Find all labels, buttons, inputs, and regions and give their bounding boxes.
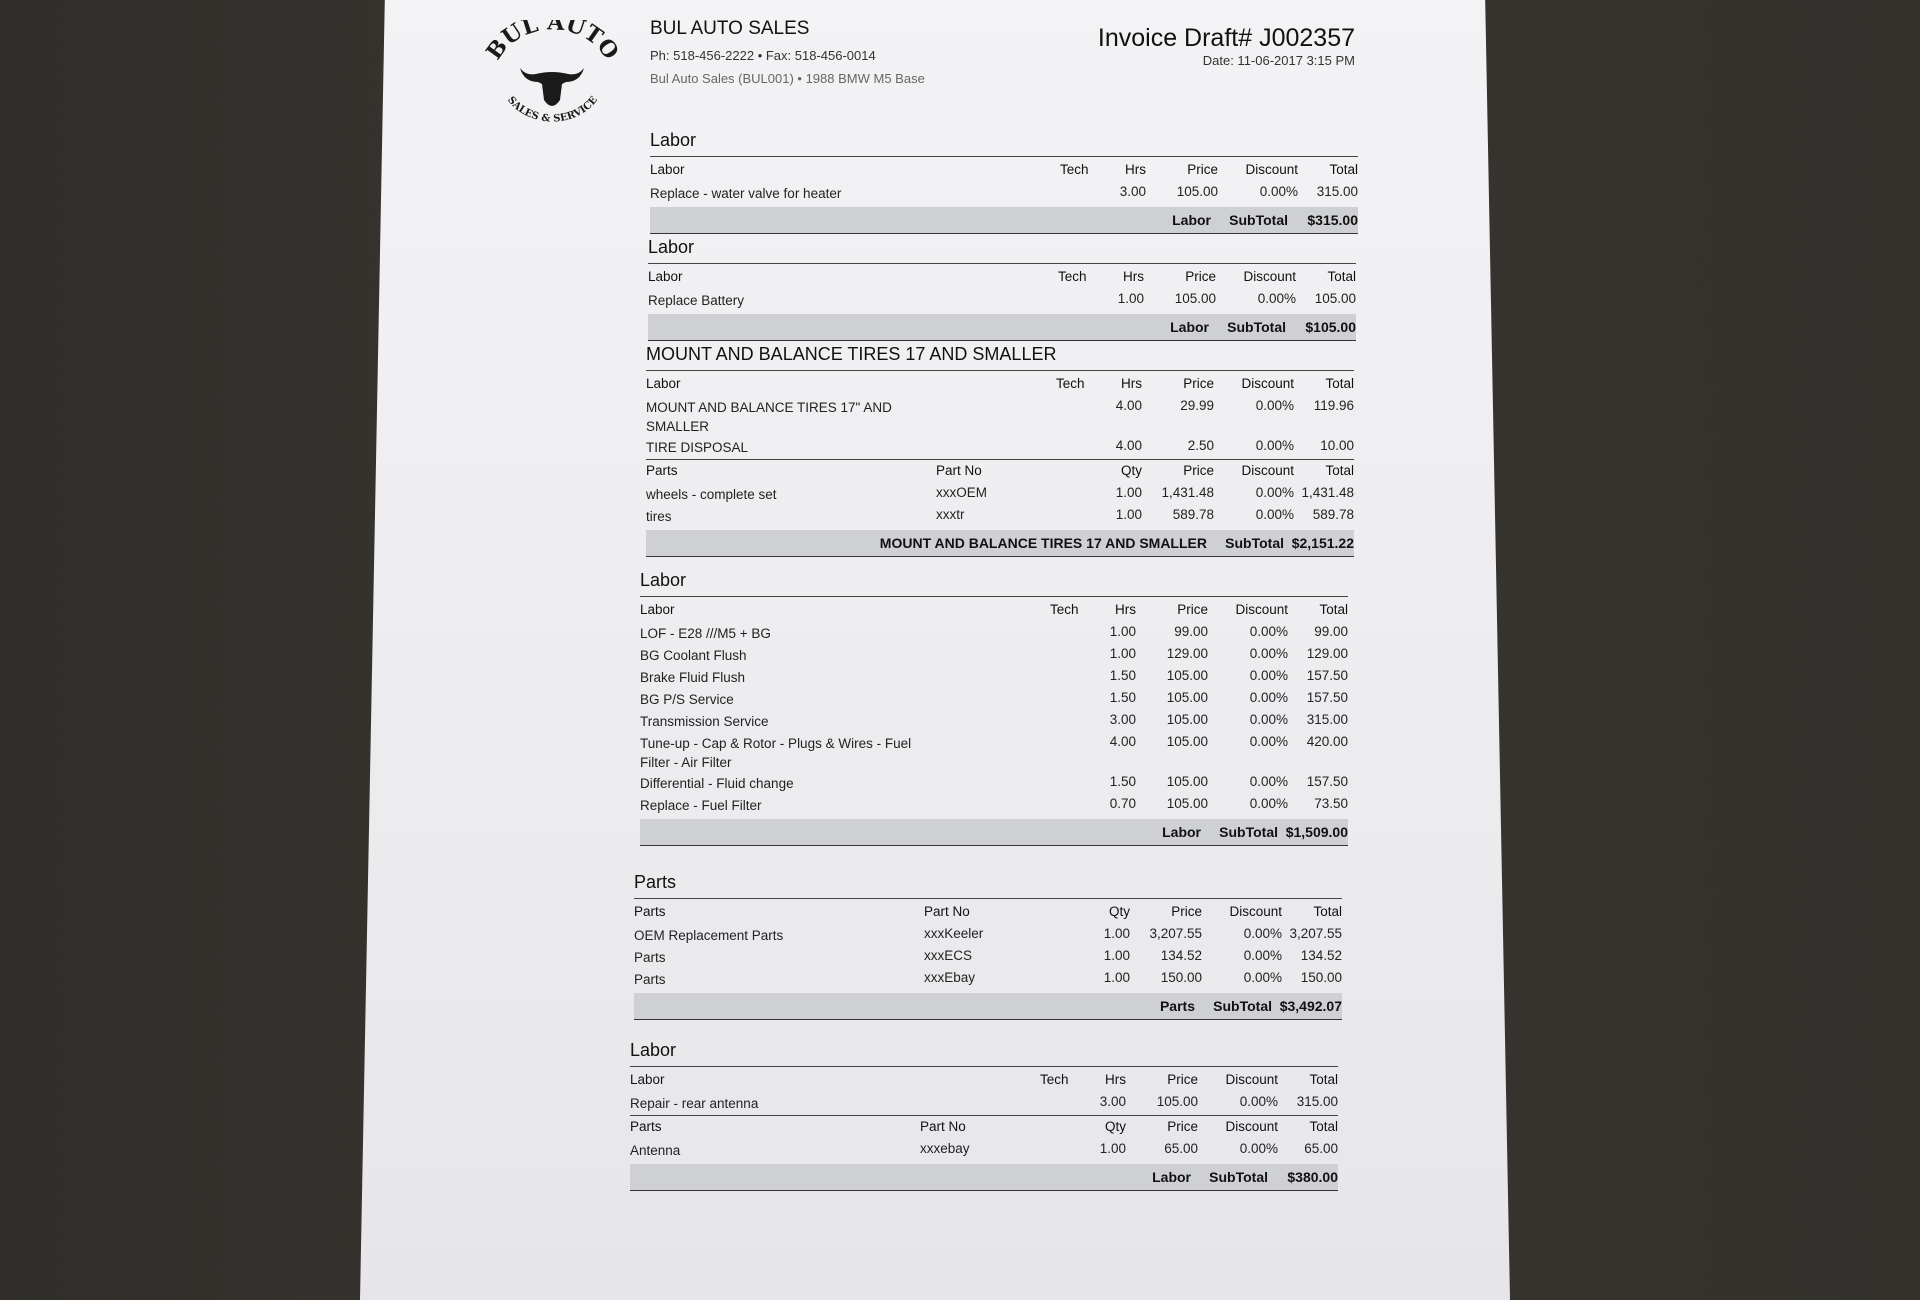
line-desc: OEM Replacement Parts bbox=[634, 928, 784, 943]
line-price: 29.99 bbox=[1180, 398, 1214, 413]
line-hrs: 4.00 bbox=[1109, 734, 1136, 749]
line-total: 157.50 bbox=[1306, 690, 1348, 705]
invoice-section bbox=[648, 237, 1356, 341]
line-hrs: 4.00 bbox=[1115, 438, 1142, 453]
col-discount: Discount bbox=[1241, 463, 1294, 478]
company-phone: Ph: 518-456-2222 • Fax: 518-456-0014 bbox=[650, 48, 876, 63]
line-price: 105.00 bbox=[1166, 796, 1208, 811]
line-part-no: xxxKeeler bbox=[924, 926, 984, 941]
col-discount: Discount bbox=[1225, 1119, 1278, 1134]
invoice-title: Invoice Draft# J002357 bbox=[1097, 24, 1355, 52]
line-hrs: 0.70 bbox=[1109, 796, 1136, 811]
svg-text:BUL AUTO bbox=[481, 20, 624, 64]
line-qty: 1.00 bbox=[1099, 1141, 1126, 1156]
line-total: 10.00 bbox=[1320, 438, 1354, 453]
invoice-section bbox=[646, 344, 1354, 557]
line-price: 589.78 bbox=[1172, 507, 1214, 522]
subtotal-bar bbox=[630, 1164, 1338, 1191]
subtotal-amount: $1,509.00 bbox=[1285, 824, 1348, 840]
subtotal-bar bbox=[650, 207, 1358, 234]
subtotal-label: SubTotal bbox=[1219, 824, 1278, 840]
subtotal-name: Labor bbox=[1172, 212, 1211, 228]
line-total: 73.50 bbox=[1314, 796, 1348, 811]
line-desc: MOUNT AND BALANCE TIRES 17" AND SMALLER bbox=[646, 400, 892, 434]
line-hrs: 1.50 bbox=[1109, 690, 1136, 705]
line-price: 105.00 bbox=[1166, 690, 1208, 705]
col-price: Price bbox=[1177, 602, 1208, 617]
line-price: 105.00 bbox=[1174, 291, 1216, 306]
col-labor: Labor bbox=[646, 376, 681, 391]
line-total: 105.00 bbox=[1314, 291, 1356, 306]
col-qty: Qty bbox=[1104, 1119, 1126, 1134]
subtotal-name: Labor bbox=[1152, 1169, 1191, 1185]
col-labor: Labor bbox=[640, 602, 675, 617]
line-discount: 0.00% bbox=[1243, 926, 1282, 941]
line-total: 420.00 bbox=[1306, 734, 1348, 749]
col-discount: Discount bbox=[1225, 1072, 1278, 1087]
line-discount: 0.00% bbox=[1243, 948, 1282, 963]
line-desc: LOF - E28 ///M5 + BG bbox=[640, 626, 771, 641]
logo-text-bottom: SALES & SERVICE bbox=[505, 94, 600, 125]
labor-row bbox=[646, 395, 1354, 435]
line-price: 105.00 bbox=[1176, 184, 1218, 199]
line-desc: Parts bbox=[634, 972, 666, 987]
section-title: Labor bbox=[648, 237, 1356, 264]
line-part-no: xxxtr bbox=[936, 507, 965, 522]
col-total: Total bbox=[1309, 1072, 1338, 1087]
col-discount: Discount bbox=[1243, 269, 1296, 284]
line-qty: 1.00 bbox=[1115, 507, 1142, 522]
line-total: 150.00 bbox=[1300, 970, 1342, 985]
line-price: 105.00 bbox=[1166, 712, 1208, 727]
line-price: 1,431.48 bbox=[1161, 485, 1214, 500]
col-price: Price bbox=[1185, 269, 1216, 284]
subtotal-bar bbox=[648, 314, 1356, 341]
line-discount: 0.00% bbox=[1249, 796, 1288, 811]
line-discount: 0.00% bbox=[1255, 398, 1294, 413]
labor-row bbox=[648, 288, 1356, 310]
section-title: Parts bbox=[634, 872, 1342, 899]
line-discount: 0.00% bbox=[1255, 507, 1294, 522]
line-part-no: xxxOEM bbox=[936, 485, 988, 500]
col-tech: Tech bbox=[1040, 1072, 1069, 1087]
line-desc: tires bbox=[646, 509, 672, 524]
section-title: MOUNT AND BALANCE TIRES 17 AND SMALLER bbox=[646, 344, 1354, 371]
subtotal-label: SubTotal bbox=[1225, 535, 1284, 551]
line-total: 119.96 bbox=[1313, 398, 1354, 413]
line-discount: 0.00% bbox=[1249, 690, 1288, 705]
parts-header-row bbox=[634, 901, 1342, 923]
line-price: 134.52 bbox=[1160, 948, 1202, 963]
line-hrs: 1.50 bbox=[1109, 668, 1136, 683]
invoice-section bbox=[630, 1040, 1338, 1191]
col-total: Total bbox=[1313, 904, 1342, 919]
col-price: Price bbox=[1167, 1119, 1198, 1134]
line-discount: 0.00% bbox=[1249, 624, 1288, 639]
col-part-no: Part No bbox=[924, 904, 970, 919]
subtotal-amount: $2,151.22 bbox=[1291, 535, 1354, 551]
col-hrs: Hrs bbox=[1105, 1072, 1126, 1087]
company-logo bbox=[480, 20, 625, 132]
col-qty: Qty bbox=[1108, 904, 1130, 919]
invoice-date: Date: 11-06-2017 3:15 PM bbox=[1202, 53, 1355, 68]
subtotal-amount: $3,492.07 bbox=[1279, 998, 1342, 1014]
col-price: Price bbox=[1171, 904, 1202, 919]
line-discount: 0.00% bbox=[1255, 438, 1294, 453]
line-desc: Parts bbox=[634, 950, 666, 965]
subtotal-bar bbox=[640, 819, 1348, 846]
line-total: 315.00 bbox=[1306, 712, 1348, 727]
section-title: Labor bbox=[650, 130, 1358, 157]
line-total: 157.50 bbox=[1306, 668, 1348, 683]
line-hrs: 4.00 bbox=[1115, 398, 1142, 413]
labor-row bbox=[640, 665, 1348, 687]
col-total: Total bbox=[1325, 376, 1354, 391]
col-price: Price bbox=[1183, 376, 1214, 391]
subtotal-amount: $380.00 bbox=[1287, 1169, 1338, 1185]
line-total: 129.00 bbox=[1306, 646, 1348, 661]
line-total: 99.00 bbox=[1314, 624, 1348, 639]
line-part-no: xxxECS bbox=[924, 948, 973, 963]
section-title: Labor bbox=[640, 570, 1348, 597]
col-tech: Tech bbox=[1056, 376, 1085, 391]
labor-row bbox=[646, 435, 1354, 457]
col-discount: Discount bbox=[1229, 904, 1282, 919]
labor-header-row bbox=[648, 266, 1356, 288]
line-price: 3,207.55 bbox=[1149, 926, 1202, 941]
line-desc: Tune-up - Cap & Rotor - Plugs & Wires - Fuel Filter - Air Filter bbox=[640, 736, 912, 770]
line-discount: 0.00% bbox=[1249, 774, 1288, 789]
labor-row bbox=[640, 643, 1348, 665]
invoice-section bbox=[650, 130, 1358, 234]
line-hrs: 1.50 bbox=[1109, 774, 1136, 789]
col-price: Price bbox=[1167, 1072, 1198, 1087]
customer-vehicle-ref: Bul Auto Sales (BUL001) • 1988 BMW M5 Base bbox=[650, 71, 925, 86]
line-discount: 0.00% bbox=[1255, 485, 1294, 500]
subtotal-label: SubTotal bbox=[1209, 1169, 1268, 1185]
line-part-no: xxxEbay bbox=[924, 970, 976, 985]
col-hrs: Hrs bbox=[1121, 376, 1142, 391]
line-total: 134.52 bbox=[1300, 948, 1342, 963]
subtotal-name: Labor bbox=[1170, 319, 1209, 335]
subtotal-bar bbox=[634, 993, 1342, 1020]
labor-row bbox=[640, 793, 1348, 815]
line-hrs: 3.00 bbox=[1109, 712, 1136, 727]
line-desc: Differential - Fluid change bbox=[640, 776, 794, 791]
col-total: Total bbox=[1325, 463, 1354, 478]
line-price: 105.00 bbox=[1156, 1094, 1198, 1109]
labor-header-row bbox=[640, 599, 1348, 621]
line-discount: 0.00% bbox=[1257, 291, 1296, 306]
col-price: Price bbox=[1187, 162, 1218, 177]
line-qty: 1.00 bbox=[1103, 970, 1130, 985]
col-tech: Tech bbox=[1058, 269, 1087, 284]
line-desc: Replace Battery bbox=[648, 293, 745, 308]
col-part-no: Part No bbox=[920, 1119, 966, 1134]
col-hrs: Hrs bbox=[1115, 602, 1136, 617]
labor-header-row bbox=[630, 1069, 1338, 1091]
line-discount: 0.00% bbox=[1243, 970, 1282, 985]
labor-header-row bbox=[650, 159, 1358, 181]
col-total: Total bbox=[1309, 1119, 1338, 1134]
labor-row bbox=[640, 771, 1348, 793]
line-hrs: 1.00 bbox=[1109, 646, 1136, 661]
col-parts: Parts bbox=[630, 1119, 662, 1134]
subtotal-name: MOUNT AND BALANCE TIRES 17 AND SMALLER bbox=[879, 535, 1207, 551]
line-total: 315.00 bbox=[1296, 1094, 1338, 1109]
col-hrs: Hrs bbox=[1123, 269, 1144, 284]
invoice-section bbox=[634, 872, 1342, 1020]
part-row bbox=[634, 967, 1342, 989]
line-qty: 1.00 bbox=[1115, 485, 1142, 500]
line-desc: Repair - rear antenna bbox=[630, 1096, 759, 1111]
col-labor: Labor bbox=[630, 1072, 665, 1087]
line-total: 315.00 bbox=[1316, 184, 1358, 199]
line-hrs: 3.00 bbox=[1119, 184, 1146, 199]
line-qty: 1.00 bbox=[1103, 948, 1130, 963]
col-tech: Tech bbox=[1050, 602, 1079, 617]
subtotal-amount: $315.00 bbox=[1307, 212, 1358, 228]
line-price: 99.00 bbox=[1174, 624, 1208, 639]
line-desc: Replace - Fuel Filter bbox=[640, 798, 762, 813]
line-desc: BG P/S Service bbox=[640, 692, 734, 707]
col-labor: Labor bbox=[650, 162, 685, 177]
line-discount: 0.00% bbox=[1239, 1141, 1278, 1156]
col-total: Total bbox=[1329, 162, 1358, 177]
line-price: 65.00 bbox=[1164, 1141, 1198, 1156]
line-discount: 0.00% bbox=[1249, 712, 1288, 727]
subtotal-label: SubTotal bbox=[1229, 212, 1288, 228]
line-qty: 1.00 bbox=[1103, 926, 1130, 941]
part-row bbox=[646, 504, 1354, 526]
line-price: 129.00 bbox=[1166, 646, 1208, 661]
line-part-no: xxxebay bbox=[920, 1141, 970, 1156]
line-desc: Transmission Service bbox=[640, 714, 769, 729]
col-part-no: Part No bbox=[936, 463, 982, 478]
line-desc: Replace - water valve for heater bbox=[650, 186, 842, 201]
col-discount: Discount bbox=[1241, 376, 1294, 391]
col-parts: Parts bbox=[634, 904, 666, 919]
line-price: 2.50 bbox=[1187, 438, 1214, 453]
invoice-section bbox=[640, 570, 1348, 846]
line-hrs: 1.00 bbox=[1117, 291, 1144, 306]
line-hrs: 1.00 bbox=[1109, 624, 1136, 639]
col-total: Total bbox=[1327, 269, 1356, 284]
line-discount: 0.00% bbox=[1249, 668, 1288, 683]
labor-row bbox=[630, 1091, 1338, 1113]
line-discount: 0.00% bbox=[1249, 734, 1288, 749]
line-total: 65.00 bbox=[1304, 1141, 1338, 1156]
col-qty: Qty bbox=[1120, 463, 1142, 478]
labor-row bbox=[640, 687, 1348, 709]
line-price: 150.00 bbox=[1160, 970, 1202, 985]
subtotal-name: Labor bbox=[1162, 824, 1201, 840]
col-discount: Discount bbox=[1245, 162, 1298, 177]
line-discount: 0.00% bbox=[1239, 1094, 1278, 1109]
line-price: 105.00 bbox=[1166, 734, 1208, 749]
line-desc: Antenna bbox=[630, 1143, 681, 1158]
part-row bbox=[646, 482, 1354, 504]
labor-header-row bbox=[646, 373, 1354, 395]
section-title: Labor bbox=[630, 1040, 1338, 1067]
line-price: 105.00 bbox=[1166, 774, 1208, 789]
part-row bbox=[630, 1138, 1338, 1160]
labor-row bbox=[640, 621, 1348, 643]
part-row bbox=[634, 945, 1342, 967]
subtotal-label: SubTotal bbox=[1227, 319, 1286, 335]
part-row bbox=[634, 923, 1342, 945]
line-desc: TIRE DISPOSAL bbox=[646, 440, 749, 455]
col-tech: Tech bbox=[1060, 162, 1089, 177]
labor-row bbox=[640, 731, 1348, 771]
line-discount: 0.00% bbox=[1249, 646, 1288, 661]
line-total: 1,431.48 bbox=[1301, 485, 1354, 500]
line-hrs: 3.00 bbox=[1099, 1094, 1126, 1109]
col-labor: Labor bbox=[648, 269, 683, 284]
parts-header-row bbox=[630, 1115, 1338, 1138]
company-name: BUL AUTO SALES bbox=[650, 18, 810, 39]
col-parts: Parts bbox=[646, 463, 678, 478]
col-hrs: Hrs bbox=[1125, 162, 1146, 177]
subtotal-amount: $105.00 bbox=[1305, 319, 1356, 335]
line-total: 589.78 bbox=[1312, 507, 1354, 522]
line-desc: BG Coolant Flush bbox=[640, 648, 747, 663]
subtotal-name: Parts bbox=[1159, 998, 1195, 1014]
labor-row bbox=[650, 181, 1358, 203]
logo-text-top: BUL AUTO bbox=[481, 20, 624, 65]
parts-header-row bbox=[646, 459, 1354, 482]
col-price: Price bbox=[1183, 463, 1214, 478]
line-total: 3,207.55 bbox=[1289, 926, 1342, 941]
subtotal-label: SubTotal bbox=[1213, 998, 1272, 1014]
line-total: 157.50 bbox=[1306, 774, 1348, 789]
line-price: 105.00 bbox=[1166, 668, 1208, 683]
line-desc: Brake Fluid Flush bbox=[640, 670, 746, 685]
line-desc: wheels - complete set bbox=[646, 487, 777, 502]
line-discount: 0.00% bbox=[1259, 184, 1298, 199]
col-discount: Discount bbox=[1235, 602, 1288, 617]
subtotal-bar bbox=[646, 530, 1354, 557]
col-total: Total bbox=[1319, 602, 1348, 617]
labor-row bbox=[640, 709, 1348, 731]
